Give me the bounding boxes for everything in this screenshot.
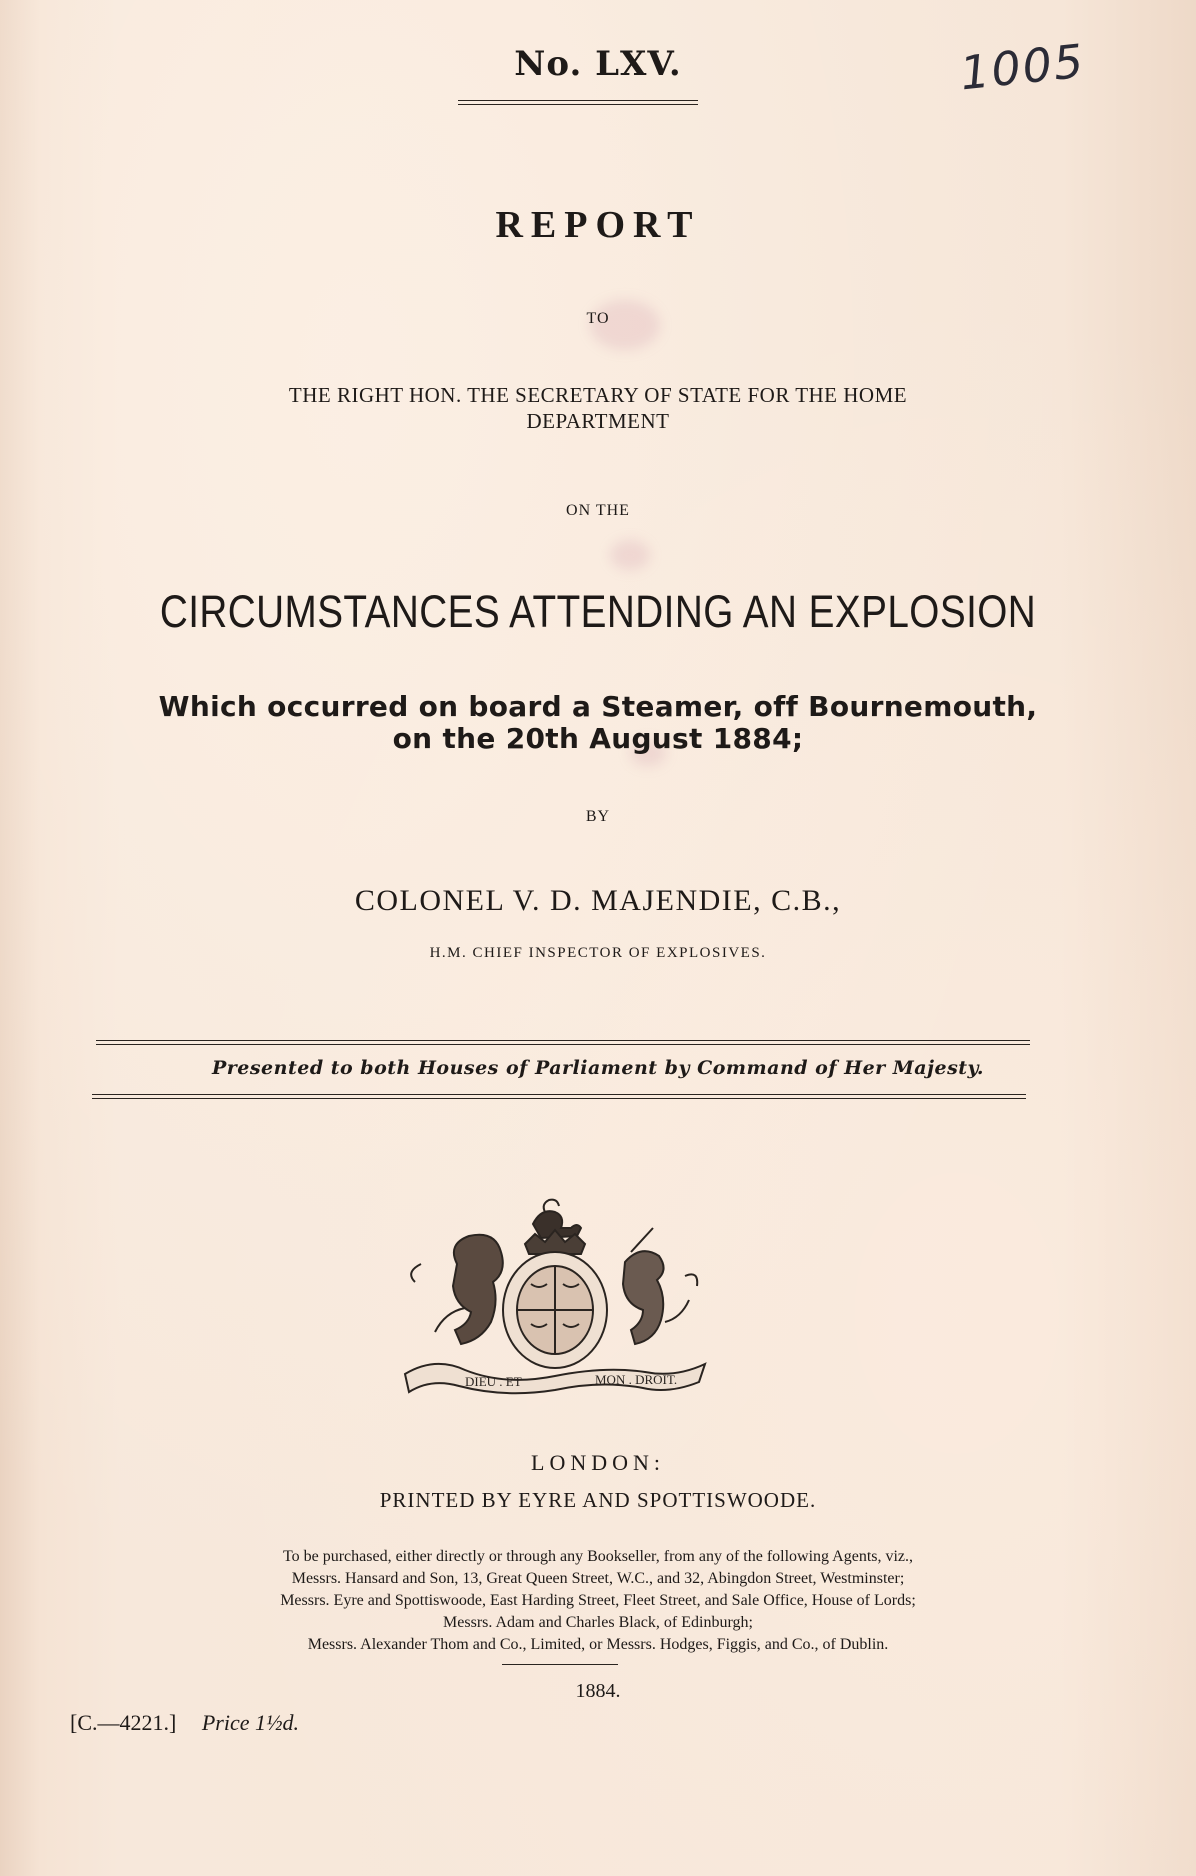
agents-line: Messrs. Adam and Charles Black, of Edinburgh; <box>443 1614 753 1631</box>
price: Price 1½d. <box>201 1710 299 1735</box>
author-name: COLONEL V. D. MAJENDIE, C.B., <box>354 884 842 917</box>
subtitle-line1: Which occurred on board a Steamer, off Bournemouth, <box>158 690 1038 723</box>
addressee-line2: DEPARTMENT <box>526 409 670 433</box>
to-label: TO <box>586 310 610 327</box>
subject-heading: CIRCUMSTANCES ATTENDING AN EXPLOSION <box>159 586 1037 637</box>
agents-line: Messrs. Hansard and Son, 13, Great Queen Street, W.C., and 32, Abingdon Street, Westminster; <box>291 1570 905 1587</box>
addressee <box>0 382 1196 434</box>
number-underline <box>458 100 698 105</box>
addressee-line1: THE RIGHT HON. THE SECRETARY OF STATE FOR THE HOME <box>288 383 908 407</box>
motto-right: MON . DROIT. <box>595 1372 678 1387</box>
paper-stain <box>610 540 650 570</box>
imprint-year: 1884. <box>575 1680 621 1702</box>
by-label: BY <box>585 808 611 825</box>
on-the-label: ON THE <box>566 502 630 519</box>
presentation-top-rule <box>96 1040 1030 1045</box>
handwritten-note: 1005 <box>957 33 1088 101</box>
agents-list <box>0 1546 1196 1656</box>
author-office: H.M. CHIEF INSPECTOR OF EXPLOSIVES. <box>429 945 767 961</box>
presentation-statement: Presented to both Houses of Parliament by Command of Her Majesty. <box>211 1057 985 1079</box>
command-paper-number: [C.—4221.] <box>70 1710 177 1735</box>
agents-line: Messrs. Eyre and Spottiswoode, East Harding Street, Fleet Street, and Sale Office, House of Lords; <box>280 1592 916 1609</box>
agents-line: Messrs. Alexander Thom and Co., Limited, or Messrs. Hodges, Figgis, and Co., of Dublin. <box>307 1636 889 1653</box>
royal-coat-of-arms-icon <box>395 1192 715 1402</box>
imprint-printer: PRINTED BY EYRE AND SPOTTISWOODE. <box>379 1488 817 1512</box>
subtitle-line2: on the 20th August 1884; <box>392 722 804 755</box>
report-heading: REPORT <box>495 204 701 246</box>
agents-line: To be purchased, either directly or through any Bookseller, from any of the following Agents, viz., <box>282 1548 914 1565</box>
document-number: No. LXV. <box>514 44 682 84</box>
command-paper-line <box>70 1710 299 1736</box>
imprint-city: LONDON: <box>531 1450 665 1475</box>
motto-left: DIEU . ET <box>465 1374 522 1389</box>
presentation-bottom-rule <box>92 1094 1026 1099</box>
year-rule <box>502 1664 618 1665</box>
